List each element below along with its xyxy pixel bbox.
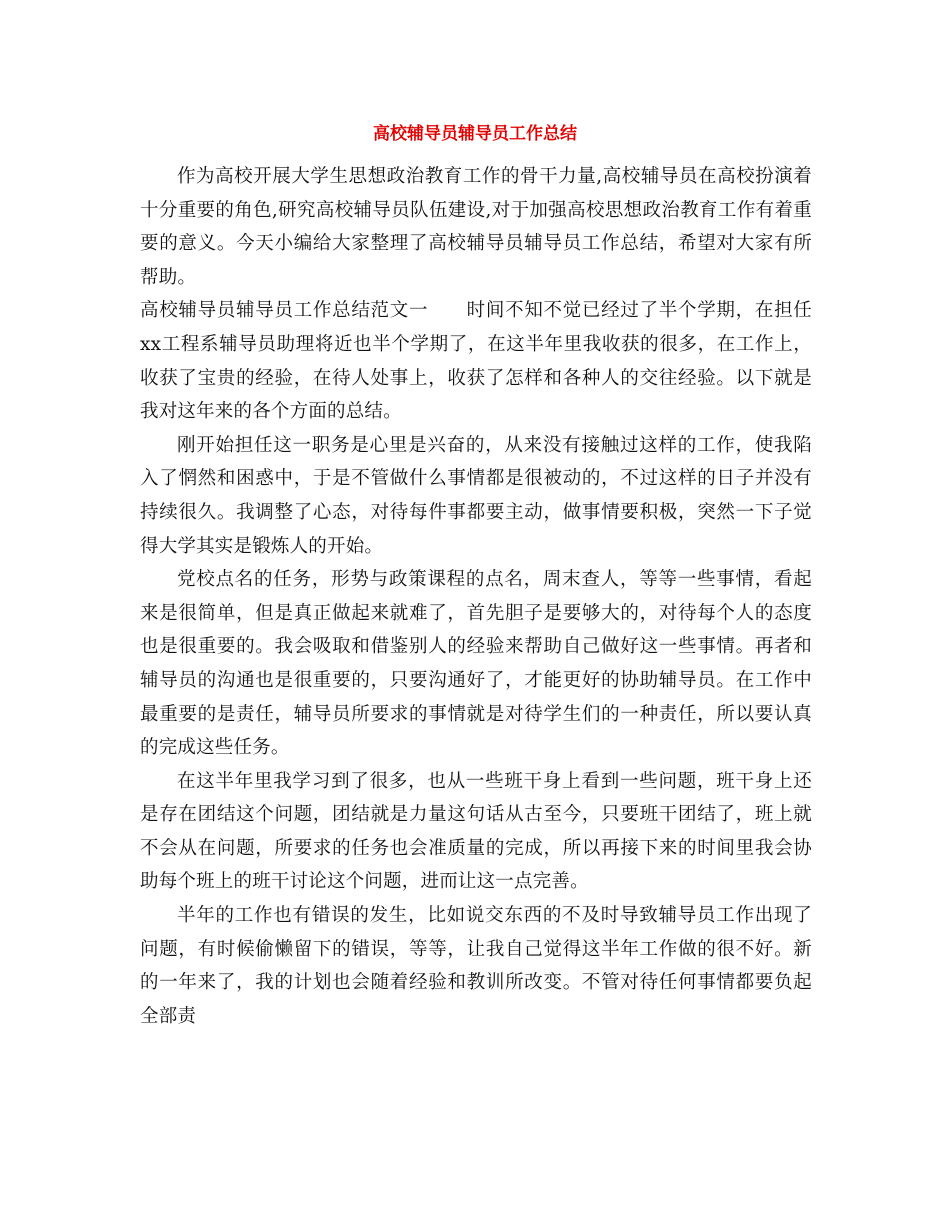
paragraph-text: 时间不知不觉已经过了半个学期，在担任xx工程系辅导员助理将近也半个学期了，在这半年里我收获的很多，在工作上，收获了宝贵的经验，在待人处事上，收获了怎样和各种人的交往经验。以下就是我对这年来的各个方面的总结。 xyxy=(140,300,812,423)
paragraph-start xyxy=(140,429,812,563)
paragraph-section-one xyxy=(140,294,812,428)
document-title: 高校辅导员辅导员工作总结 xyxy=(373,124,577,144)
section-heading: 高校辅导员辅导员工作总结范文一 xyxy=(140,300,429,322)
paragraph-text: 作为高校开展大学生思想政治教育工作的骨干力量,高校辅导员在高校扮演着十分重要的角色,研究高校辅导员队伍建设,对于加强高校思想政治教育工作有着重要的意义。今天小编给大家整理了高校辅导员辅导员工作总结，希望对大家有所帮助。 xyxy=(140,166,812,288)
paragraph-mistakes xyxy=(140,899,812,1033)
paragraph-text: 在这半年里我学习到了很多，也从一些班干身上看到一些问题，班干身上还是存在团结这个问题，团结就是力量这句话从古至今，只要班干团结了，班上就不会从在问题，所要求的任务也会准质量的完成，所以再接下来的时间里我会协助每个班上的班干讨论这个问题，进而让这一点完善。 xyxy=(140,770,812,893)
paragraph-intro xyxy=(140,160,812,294)
paragraph-text: 半年的工作也有错误的发生，比如说交东西的不及时导致辅导员工作出现了问题，有时候偷懒留下的错误，等等，让我自己觉得这半年工作做的很不好。新的一年来了，我的计划也会随着经验和教训所改变。不管对待任何事情都要负起全部责 xyxy=(140,905,812,1027)
paragraph-text: 刚开始担任这一职务是心里是兴奋的，从来没有接触过这样的工作，使我陷入了惘然和困惑中，于是不管做什么事情都是很被动的，不过这样的日子并没有持续很久。我调整了心态，对待每件事都要主动，做事情要积极，突然一下子觉得大学其实是锻炼人的开始。 xyxy=(140,434,812,557)
document-body xyxy=(140,160,812,1033)
paragraph-learning xyxy=(140,765,812,899)
paragraph-tasks xyxy=(140,563,812,765)
paragraph-text: 党校点名的任务，形势与政策课程的点名，周末查人，等等一些事情，看起来是很简单，但是真正做起来就难了，首先胆子是要够大的，对待每个人的态度也是很重要的。我会吸取和借鉴别人的经验来帮助自己做好这一些事情。再者和辅导员的沟通也是很重要的，只要沟通好了，才能更好的协助辅导员。在工作中最重要的是责任，辅导员所要求的事情就是对待学生们的一种责任，所以要认真的完成这些任务。 xyxy=(140,569,812,759)
